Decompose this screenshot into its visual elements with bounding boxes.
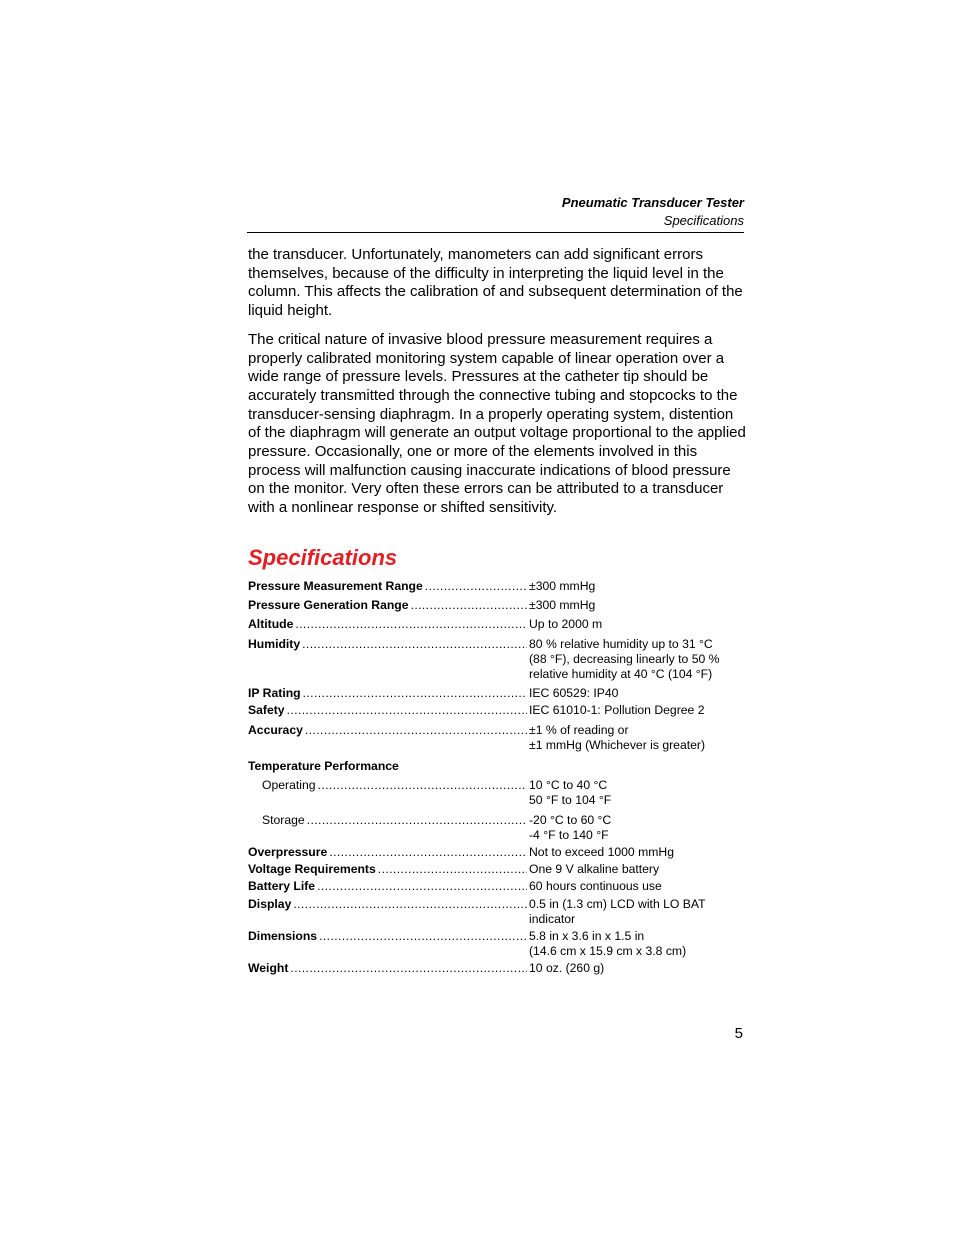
spec-value: ±300 mmHg — [529, 579, 596, 593]
dot-leader — [303, 686, 527, 701]
spec-row — [248, 723, 748, 753]
dot-leader — [425, 579, 527, 594]
spec-label: Display — [248, 896, 292, 911]
spec-value: -20 °C to 60 °C -4 °F to 140 °F — [529, 812, 612, 842]
dot-leader — [290, 961, 527, 976]
spec-label: Accuracy — [248, 722, 303, 737]
spec-row — [248, 862, 748, 877]
header-rule — [247, 232, 744, 233]
dot-leader — [329, 845, 527, 860]
spec-label: IP Rating — [248, 686, 301, 701]
body-text — [248, 246, 748, 528]
dot-leader — [317, 879, 527, 894]
header-subtitle: Specifications — [663, 213, 744, 228]
paragraph-2: The critical nature of invasive blood pressure measurement requires a properly calibrated monitoring system capable of linear operation over a wide range of pressure levels. Pressures at the catheter tip should be accurately transmitted through the connective tubing and stopcocks to the transducer-sensing diaphragm. In a properly operating system, distention of the diaphragm will generate an output voltage proportional to the applied pressure. Occasionally, one or more of the elements involved in this process will malfunction causing inaccurate indications of blood pressure on the monitor. Very often these errors can be attributed to a transducer with a nonlinear response or shifted sensitivity. — [248, 330, 746, 517]
spec-label: Altitude — [248, 617, 294, 632]
spec-label: Weight — [248, 961, 289, 976]
page-number: 5 — [734, 1025, 743, 1042]
spec-row — [248, 703, 748, 718]
spec-label: Operating — [262, 778, 316, 793]
header-title: Pneumatic Transducer Tester — [561, 195, 744, 210]
spec-label: Pressure Generation Range — [248, 598, 409, 613]
dot-leader — [318, 778, 527, 793]
spec-row — [248, 813, 748, 843]
spec-label: Voltage Requirements — [248, 862, 376, 877]
spec-label: Humidity — [248, 636, 301, 651]
spec-label: Safety — [248, 703, 285, 718]
spec-label: Overpressure — [248, 845, 328, 860]
spec-row — [248, 598, 748, 613]
spec-value: Not to exceed 1000 mmHg — [529, 845, 674, 860]
spec-row — [248, 617, 748, 632]
dot-leader — [378, 862, 527, 877]
spec-value: 60 hours continuous use — [529, 879, 662, 894]
spec-label: Battery Life — [248, 879, 316, 894]
spec-label: Storage — [262, 812, 305, 827]
spec-label: Dimensions — [248, 929, 318, 944]
dot-leader — [411, 598, 527, 613]
spec-value: 10 °C to 40 °C 50 °F to 104 °F — [529, 778, 612, 808]
spec-value: ±1 % of reading or ±1 mmHg (Whichever is greater) — [529, 722, 705, 752]
dot-leader — [287, 703, 527, 718]
spec-row — [248, 686, 748, 701]
dot-leader — [307, 813, 527, 828]
dot-leader — [293, 897, 527, 912]
dot-leader — [305, 723, 527, 738]
paragraph-1: the transducer. Unfortunately, manometers can add significant errors themselves, because of the difficulty in interpreting the liquid level in the column. This affects the calibration of and subsequent determination of the liquid height. — [248, 246, 743, 320]
spec-row — [248, 897, 748, 927]
specifications-list — [248, 579, 748, 979]
section-heading: Specifications — [248, 545, 398, 570]
spec-row — [248, 579, 748, 594]
spec-row — [248, 845, 748, 860]
spec-row — [248, 929, 748, 959]
spec-row — [248, 961, 748, 976]
temperature-heading: Temperature Performance — [248, 759, 399, 774]
dot-leader — [295, 617, 527, 632]
spec-row — [248, 778, 748, 808]
dot-leader — [319, 929, 527, 944]
spec-row — [248, 879, 748, 894]
spec-value: ±300 mmHg — [529, 598, 596, 613]
spec-value: 5.8 in x 3.6 in x 1.5 in (14.6 cm x 15.9 cm x 3.8 cm) — [529, 929, 687, 959]
spec-value: IEC 60529: IP40 — [529, 686, 619, 701]
spec-row — [248, 637, 748, 683]
spec-value: 10 oz. (260 g) — [529, 961, 605, 976]
spec-value: One 9 V alkaline battery — [529, 862, 660, 877]
spec-value: 80 % relative humidity up to 31 °C (88 °F), decreasing linearly to 50 % relative humidity at 40 °C (104 °F) — [529, 636, 720, 682]
spec-value: IEC 61010-1: Pollution Degree 2 — [529, 703, 705, 718]
spec-value: Up to 2000 m — [529, 617, 603, 632]
running-header — [247, 194, 744, 231]
spec-label: Pressure Measurement Range — [248, 579, 423, 593]
dot-leader — [302, 637, 527, 652]
spec-value: 0.5 in (1.3 cm) LCD with LO BAT indicator — [529, 896, 706, 926]
